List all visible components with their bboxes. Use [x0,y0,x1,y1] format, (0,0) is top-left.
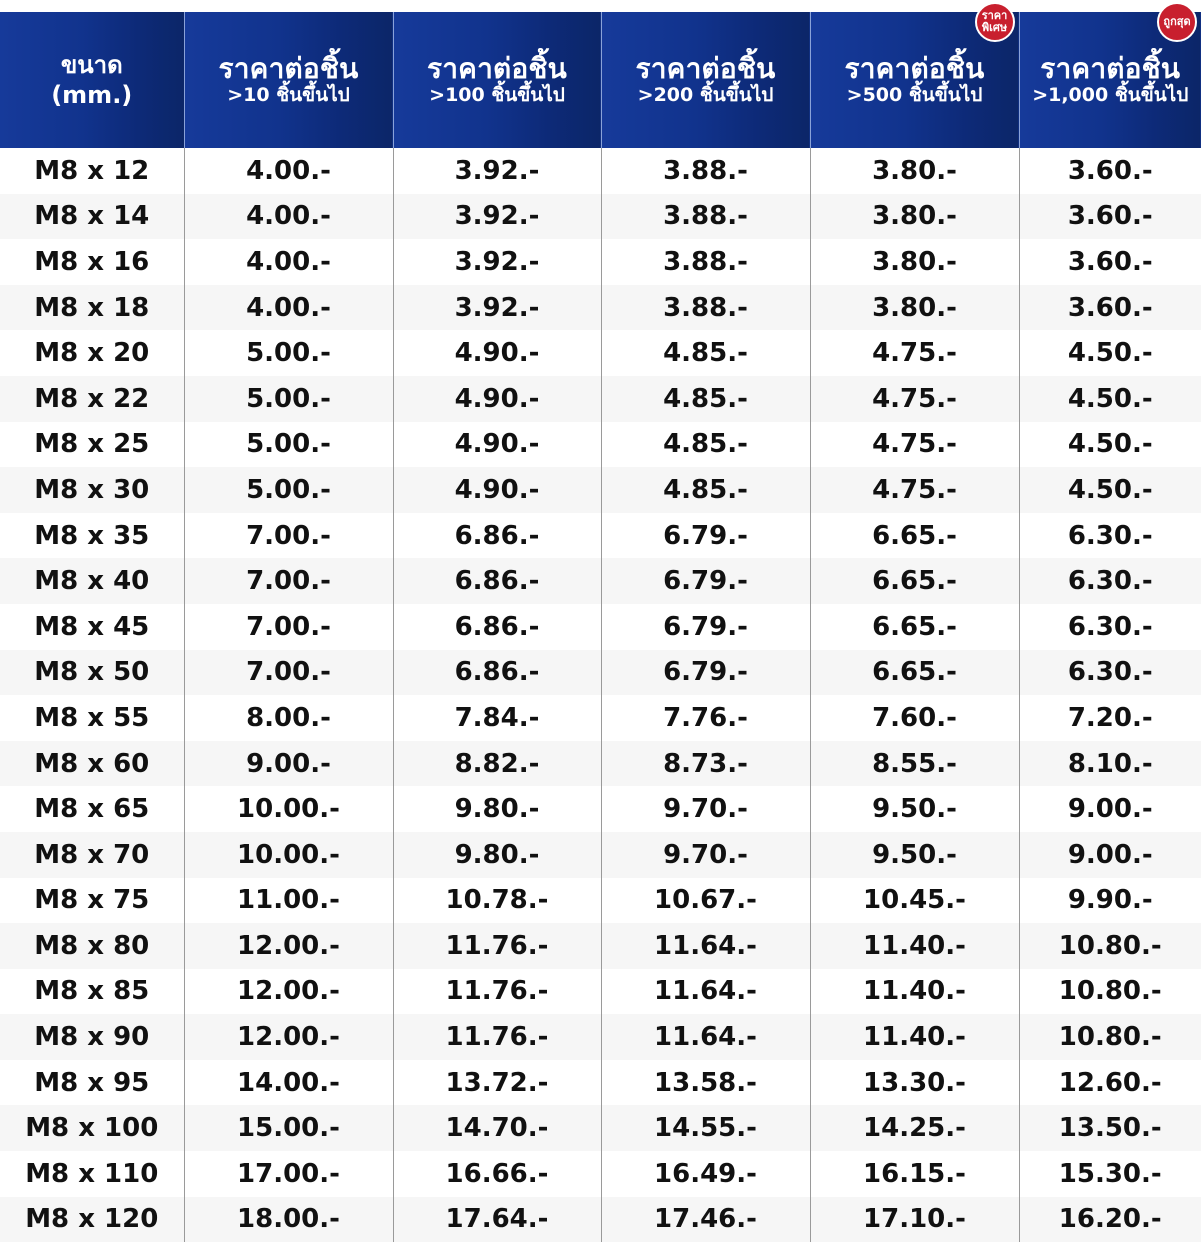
table-row [0,832,1201,878]
price-cell: 4.75.- [810,467,1019,513]
size-cell: M8 x 75 [0,878,184,924]
price-cell: 6.30.- [1019,513,1201,559]
price-cell: 3.60.- [1019,239,1201,285]
size-cell: M8 x 110 [0,1151,184,1197]
price-cell: 10.00.- [184,786,393,832]
price-cell: 4.85.- [601,467,810,513]
price-cell: 11.76.- [393,1014,601,1060]
size-cell: M8 x 90 [0,1014,184,1060]
price-cell: 14.00.- [184,1060,393,1106]
table-row [0,239,1201,285]
table-row [0,467,1201,513]
price-cell: 9.70.- [601,786,810,832]
price-cell: 14.70.- [393,1105,601,1151]
price-cell: 7.20.- [1019,695,1201,741]
price-cell: 13.72.- [393,1060,601,1106]
price-cell: 4.85.- [601,422,810,468]
price-cell: 17.46.- [601,1197,810,1242]
price-cell: 12.00.- [184,969,393,1015]
table-row [0,422,1201,468]
price-cell: 6.65.- [810,513,1019,559]
size-cell: M8 x 60 [0,741,184,787]
table-row [0,1105,1201,1151]
price-cell: 17.00.- [184,1151,393,1197]
size-cell: M8 x 100 [0,1105,184,1151]
price-cell: 11.64.- [601,1014,810,1060]
price-cell: 3.80.- [810,285,1019,331]
price-cell: 5.00.- [184,330,393,376]
price-cell: 12.60.- [1019,1060,1201,1106]
table-row [0,604,1201,650]
price-cell: 6.86.- [393,558,601,604]
price-cell: 7.76.- [601,695,810,741]
price-cell: 6.30.- [1019,558,1201,604]
price-cell: 3.88.- [601,285,810,331]
price-cell: 6.79.- [601,513,810,559]
price-cell: 9.90.- [1019,878,1201,924]
price-cell: 5.00.- [184,422,393,468]
size-cell: M8 x 20 [0,330,184,376]
price-cell: 4.00.- [184,194,393,240]
price-cell: 6.30.- [1019,604,1201,650]
price-cell: 14.25.- [810,1105,1019,1151]
price-cell: 14.55.- [601,1105,810,1151]
price-title: ราคาต่อชิ้น [1020,54,1201,84]
price-cell: 4.00.- [184,285,393,331]
table-row [0,1060,1201,1106]
price-cell: 4.50.- [1019,330,1201,376]
price-title: ราคาต่อชิ้น [811,54,1019,84]
price-cell: 4.50.- [1019,422,1201,468]
size-cell: M8 x 65 [0,786,184,832]
size-cell: M8 x 40 [0,558,184,604]
price-cell: 4.50.- [1019,467,1201,513]
size-unit: (mm.) [0,80,184,110]
table-row [0,376,1201,422]
price-cell: 3.80.- [810,239,1019,285]
price-cell: 16.49.- [601,1151,810,1197]
price-title: ราคาต่อชิ้น [185,54,393,84]
table-row [0,330,1201,376]
size-cell: M8 x 55 [0,695,184,741]
table-row [0,1151,1201,1197]
price-cell: 9.80.- [393,786,601,832]
size-cell: M8 x 14 [0,194,184,240]
price-cell: 4.75.- [810,330,1019,376]
price-cell: 5.00.- [184,376,393,422]
price-cell: 4.85.- [601,330,810,376]
price-cell: 11.76.- [393,923,601,969]
table-row [0,695,1201,741]
price-cell: 11.76.- [393,969,601,1015]
price-cell: 9.80.- [393,832,601,878]
price-cell: 10.80.- [1019,923,1201,969]
price-cell: 6.86.- [393,604,601,650]
table-row [0,923,1201,969]
price-cell: 8.73.- [601,741,810,787]
price-cell: 4.85.- [601,376,810,422]
size-cell: M8 x 85 [0,969,184,1015]
price-cell: 6.86.- [393,513,601,559]
size-cell: M8 x 45 [0,604,184,650]
price-cell: 3.92.- [393,194,601,240]
header-size [0,6,184,148]
price-cell: 12.00.- [184,923,393,969]
table-row [0,650,1201,696]
header-row [0,6,1201,148]
table-row [0,1197,1201,1242]
price-table-body [0,148,1201,1242]
header-price-10 [184,6,393,148]
price-cell: 3.60.- [1019,148,1201,194]
price-cell: 4.75.- [810,422,1019,468]
special-price-badge: ราคาพิเศษ [975,2,1015,42]
header-price-1000 [1019,6,1201,148]
price-qty: >500 ชิ้นขึ้นไป [811,84,1019,106]
price-cell: 10.45.- [810,878,1019,924]
size-cell: M8 x 70 [0,832,184,878]
price-cell: 8.55.- [810,741,1019,787]
size-cell: M8 x 22 [0,376,184,422]
price-cell: 7.00.- [184,650,393,696]
price-cell: 4.00.- [184,148,393,194]
price-cell: 10.78.- [393,878,601,924]
price-cell: 9.00.- [184,741,393,787]
price-cell: 6.79.- [601,650,810,696]
price-cell: 16.15.- [810,1151,1019,1197]
price-cell: 8.10.- [1019,741,1201,787]
price-cell: 11.40.- [810,923,1019,969]
price-cell: 6.86.- [393,650,601,696]
price-cell: 7.60.- [810,695,1019,741]
price-cell: 3.60.- [1019,285,1201,331]
price-cell: 11.00.- [184,878,393,924]
header-price-100 [393,6,601,148]
price-cell: 4.90.- [393,330,601,376]
price-cell: 10.67.- [601,878,810,924]
price-cell: 9.00.- [1019,832,1201,878]
price-cell: 9.70.- [601,832,810,878]
price-cell: 4.90.- [393,376,601,422]
price-cell: 9.50.- [810,786,1019,832]
price-cell: 17.64.- [393,1197,601,1242]
price-qty: >1,000 ชิ้นขึ้นไป [1020,84,1201,106]
price-cell: 6.65.- [810,650,1019,696]
table-row [0,1014,1201,1060]
table-row [0,285,1201,331]
price-cell: 10.00.- [184,832,393,878]
price-cell: 7.00.- [184,604,393,650]
price-cell: 16.20.- [1019,1197,1201,1242]
price-cell: 3.88.- [601,239,810,285]
price-cell: 17.10.- [810,1197,1019,1242]
table-row [0,878,1201,924]
size-cell: M8 x 50 [0,650,184,696]
price-cell: 4.50.- [1019,376,1201,422]
price-cell: 6.65.- [810,604,1019,650]
price-cell: 4.90.- [393,422,601,468]
cheapest-badge: ถูกสุด [1157,2,1197,42]
price-cell: 3.80.- [810,148,1019,194]
price-cell: 13.58.- [601,1060,810,1106]
price-cell: 4.00.- [184,239,393,285]
price-cell: 3.92.- [393,239,601,285]
table-row [0,969,1201,1015]
price-cell: 13.50.- [1019,1105,1201,1151]
price-cell: 3.88.- [601,148,810,194]
price-cell: 5.00.- [184,467,393,513]
price-cell: 6.79.- [601,558,810,604]
price-title: ราคาต่อชิ้น [394,54,601,84]
price-qty: >100 ชิ้นขึ้นไป [394,84,601,106]
size-cell: M8 x 18 [0,285,184,331]
price-cell: 3.92.- [393,148,601,194]
price-cell: 10.80.- [1019,1014,1201,1060]
size-cell: M8 x 16 [0,239,184,285]
size-title: ขนาด [0,50,184,80]
table-row [0,148,1201,194]
price-cell: 7.00.- [184,558,393,604]
price-cell: 18.00.- [184,1197,393,1242]
size-cell: M8 x 95 [0,1060,184,1106]
size-cell: M8 x 12 [0,148,184,194]
price-cell: 13.30.- [810,1060,1019,1106]
price-cell: 7.84.- [393,695,601,741]
price-cell: 8.00.- [184,695,393,741]
size-cell: M8 x 25 [0,422,184,468]
table-row [0,513,1201,559]
price-cell: 9.50.- [810,832,1019,878]
price-cell: 9.00.- [1019,786,1201,832]
price-cell: 4.90.- [393,467,601,513]
table-row [0,741,1201,787]
price-cell: 4.75.- [810,376,1019,422]
price-cell: 3.60.- [1019,194,1201,240]
price-cell: 3.80.- [810,194,1019,240]
price-cell: 15.30.- [1019,1151,1201,1197]
price-cell: 12.00.- [184,1014,393,1060]
price-title: ราคาต่อชิ้น [602,54,810,84]
price-cell: 11.40.- [810,1014,1019,1060]
table-row [0,786,1201,832]
size-cell: M8 x 30 [0,467,184,513]
price-cell: 3.92.- [393,285,601,331]
price-qty: >10 ชิ้นขึ้นไป [185,84,393,106]
price-cell: 15.00.- [184,1105,393,1151]
size-cell: M8 x 35 [0,513,184,559]
price-cell: 7.00.- [184,513,393,559]
price-cell: 11.40.- [810,969,1019,1015]
price-cell: 11.64.- [601,969,810,1015]
price-cell: 6.30.- [1019,650,1201,696]
table-row [0,558,1201,604]
price-cell: 8.82.- [393,741,601,787]
size-cell: M8 x 80 [0,923,184,969]
size-cell: M8 x 120 [0,1197,184,1242]
price-cell: 6.79.- [601,604,810,650]
price-cell: 6.65.- [810,558,1019,604]
table-row [0,194,1201,240]
price-cell: 10.80.- [1019,969,1201,1015]
header-price-200 [601,6,810,148]
price-qty: >200 ชิ้นขึ้นไป [602,84,810,106]
price-cell: 11.64.- [601,923,810,969]
header-price-500 [810,6,1019,148]
price-cell: 16.66.- [393,1151,601,1197]
price-cell: 3.88.- [601,194,810,240]
